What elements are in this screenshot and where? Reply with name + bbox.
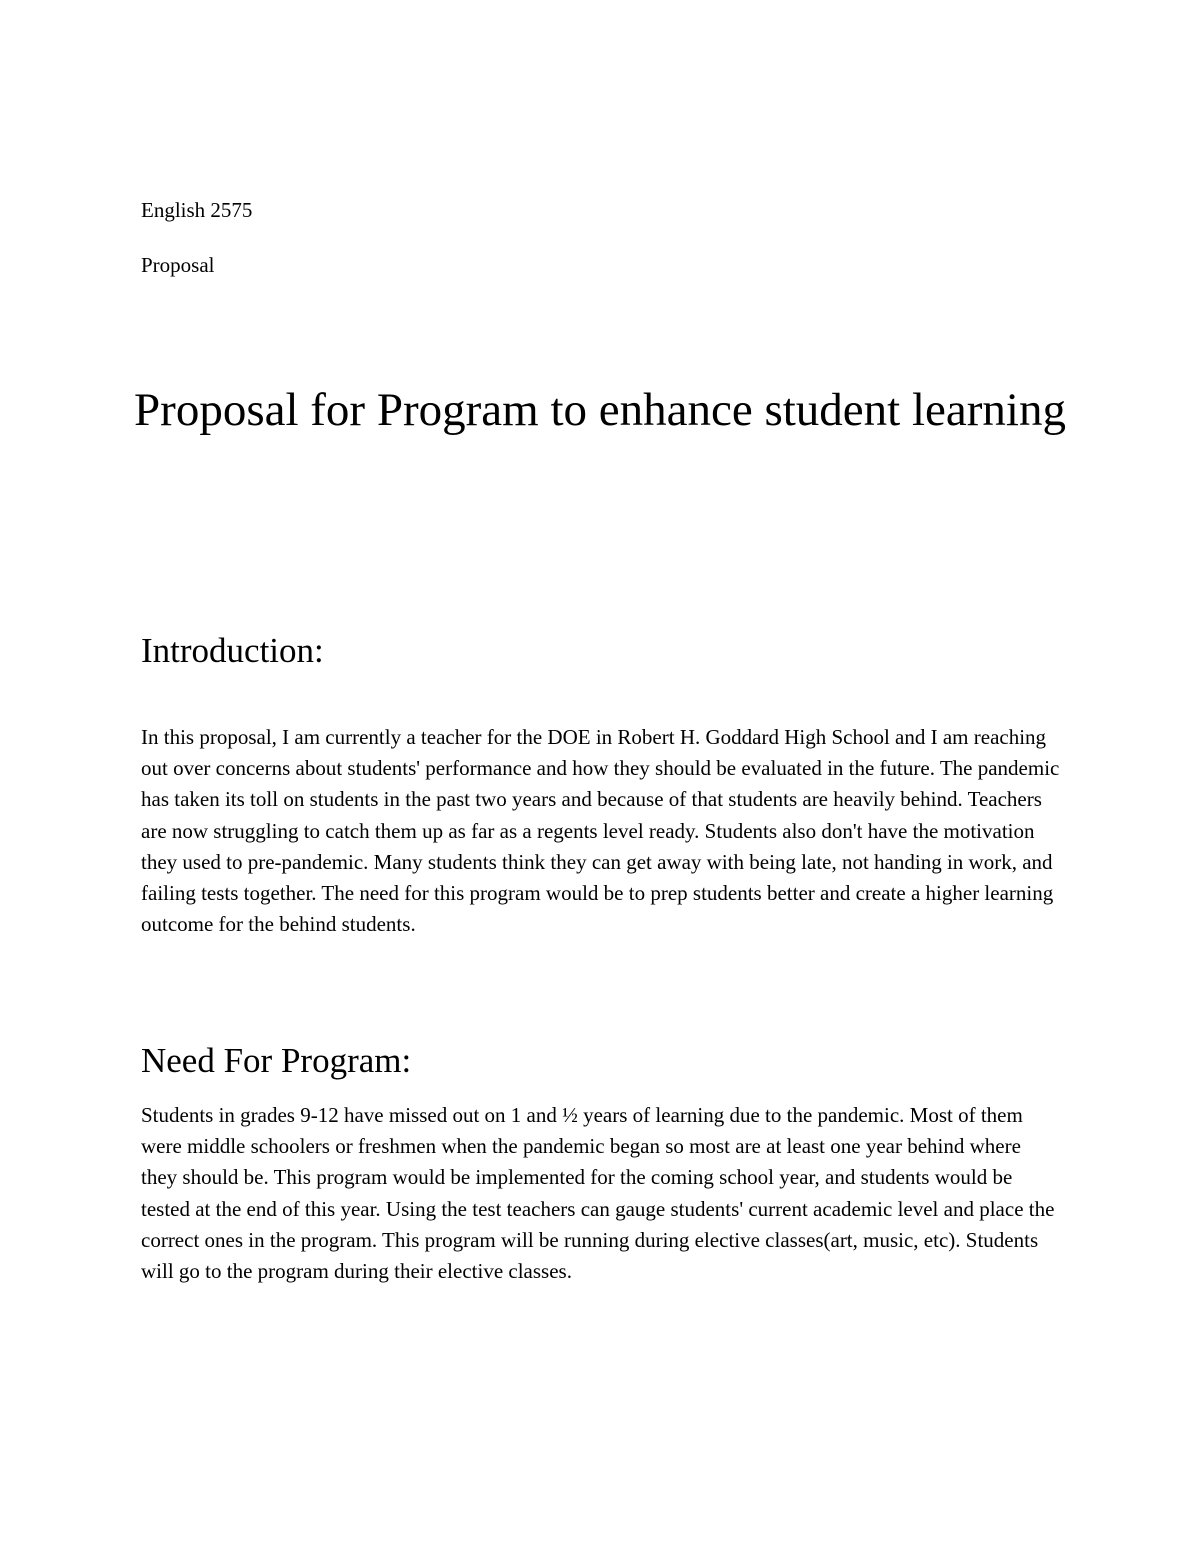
course-label: English 2575: [141, 198, 253, 222]
section-body-introduction: In this proposal, I am currently a teacher for the DOE in Robert H. Goddard High School and I am reaching out over concerns about students' performance and how they should be evaluated in the future. The pandemic has taken its toll on students in the past two years and because of that students are heavily behind. Teachers are now struggling to catch them up as far as a regents level ready. Students also don't have the motivation they used to pre-pandemic. Many students think they can get away with being late, not handing in work, and failing tests together. The need for this program would be to prep students better and create a higher learning outcome for the behind students.: [141, 725, 1060, 937]
section-heading-need-for-program: Need For Program:: [141, 1041, 412, 1080]
document-title: Proposal for Program to enhance student learning: [134, 384, 1066, 436]
document-type-label: Proposal: [141, 253, 215, 277]
section-heading-introduction: Introduction:: [141, 631, 324, 670]
section-body-need-for-program: Students in grades 9-12 have missed out on 1 and ½ years of learning due to the pandemic. Most of them were middle schoolers or freshmen when the pandemic began so most are at least one year behind where they should be. This program would be implemented for the coming school year, and students would be tested at the end of this year. Using the test teachers can gauge students' current academic level and place the correct ones in the program. This program will be running during elective classes(art, music, etc). Students will go to the program during their elective classes.: [141, 1103, 1055, 1284]
